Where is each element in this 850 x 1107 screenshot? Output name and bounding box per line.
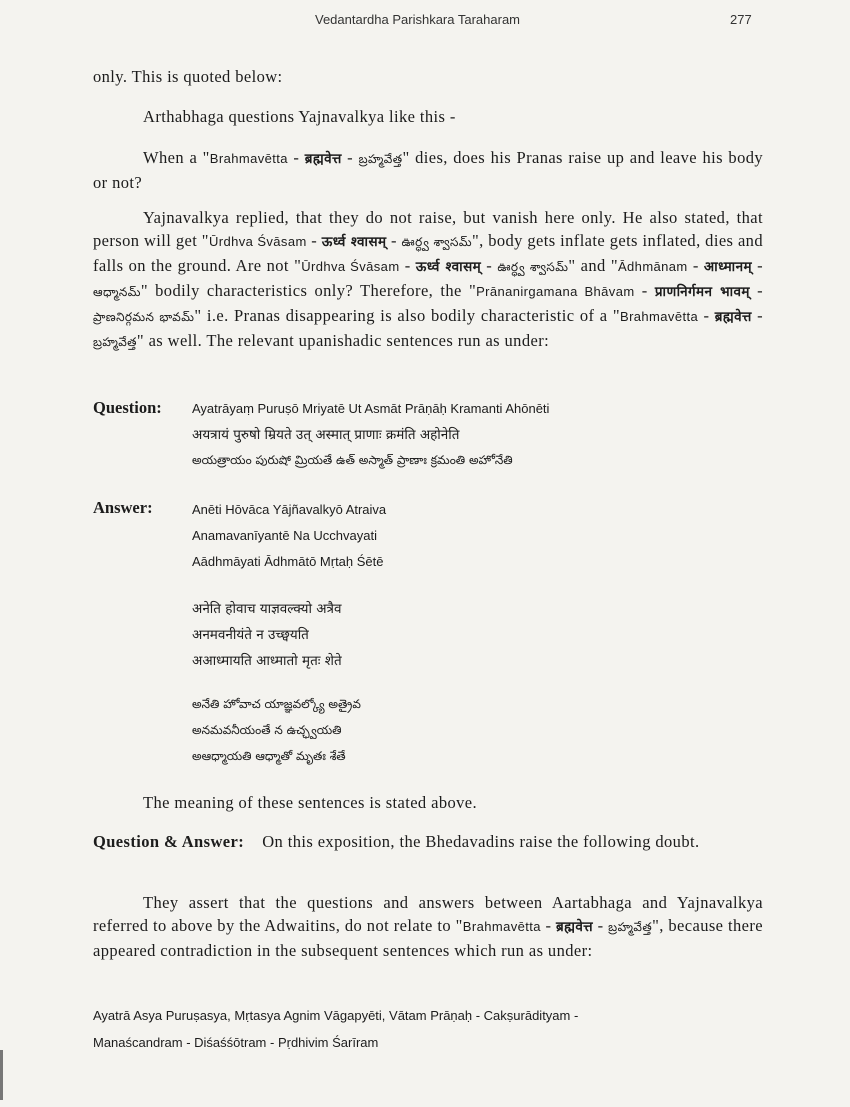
- answer-telugu-line: అఆధ్మాయతి ఆధ్మాతో మృతః శేతే: [192, 749, 346, 763]
- question-romanized: Ayatrāyaṃ Puruṣō Mriyatē Ut Asmāt Prāṇāḥ Kramanti Ahōnēti: [192, 401, 550, 416]
- scan-edge-mark: [0, 1050, 3, 1100]
- answer-romanized-line: Anamavanīyantē Na Ucchvayati: [192, 528, 377, 543]
- question-telugu: అయత్రాయం పురుషో మ్రియతే ఉత్ అస్మాత్ ప్రాణాః క్రమంతి అహోనేతి: [192, 453, 513, 467]
- answer-label: Answer:: [93, 498, 153, 517]
- paragraph-meaning: The meaning of these sentences is stated above.: [143, 793, 478, 812]
- paragraph-intro: only. This is quoted below:: [93, 67, 283, 86]
- paragraph-bhedavadins: They assert that the questions and answers between Aartabhaga and Yajnavalkya referred to above by the Adwaitins, do not relate to "Brahmavētta - ब्रह्मवेत्त - బ్రహ్మవేత్త", because there appeared contradiction in the subsequent sentences which run as under:: [93, 893, 763, 960]
- page-number: 277: [730, 12, 752, 27]
- header-title: Vedantardha Parishkara Taraharam: [315, 12, 520, 27]
- paragraph-arthabhaga: Arthabhaga questions Yajnavalkya like this -: [143, 107, 456, 126]
- paragraph-question-answer: Question & Answer: On this exposition, the Bhedavadins raise the following doubt.: [93, 832, 700, 851]
- question-label: Question:: [93, 398, 162, 417]
- answer-devanagari-line: अआध्मायति आध्मातो मृतः शेते: [192, 653, 342, 669]
- answer-telugu-line: అనేతి హోవాచ యాజ్ఞవల్క్యో అత్రైవ: [192, 697, 361, 711]
- paragraph-yajnavalkya-reply: Yajnavalkya replied, that they do not raise, but vanish here only. He also stated, that person will get "Ūrdhva Śvāsam - ऊर्ध्व श्वासम् - ఊర్ధ్వ శ్వాసమ్", body gets inflate gets inflated, dies and falls on the ground. Are not "Ūrdhva Śvāsam - ऊर्ध्व श्वासम् - ఊర్ధ్వ శ్వాసమ్" and "Ādhmānam - आध्मानम् - ఆధ్మానమ్" bodily characteristics only? Therefore, the "Prānanirgamana Bhāvam - प्राणनिर्गमन भावम् - ప్రాణనిర్గమన భావమ్" i.e. Pranas disappearing is also bodily characteristic of a "Brahmavētta - ब्रह्मवेत्त - బ్రహ్మవేత్త" as well. The relevant upanishadic sentences run as under:: [93, 208, 764, 350]
- final-verse-line: Manaścandram - Diśaśśōtram - Pṛdhivim Śarīram: [93, 1035, 379, 1050]
- answer-devanagari-line: अनेति होवाच याज्ञवल्क्यो अत्रैव: [192, 601, 342, 617]
- answer-romanized-line: Aādhmāyati Ādhmātō Mṛtaḥ Śētē: [192, 554, 384, 569]
- answer-telugu-line: అనమవనీయంతే న ఉచ్ఛ్వయతి: [192, 723, 342, 737]
- answer-romanized-line: Anēti Hōvāca Yājñavalkyō Atraiva: [192, 502, 387, 517]
- paragraph-question-text: When a "Brahmavētta - ब्रह्मवेत्त - బ్రహ్మవేత్త" dies, does his Pranas raise up and leave his body or not?: [93, 148, 764, 192]
- qa-label: Question & Answer:: [93, 832, 245, 851]
- question-devanagari: अयत्रायं पुरुषो म्रियते उत् अस्मात् प्राणाः क्रमंति अहोनेति: [192, 427, 460, 443]
- final-verse-line: Ayatrā Asya Puruṣasya, Mṛtasya Agnim Vāgapyēti, Vātam Prāṇaḥ - Cakṣurādityam -: [93, 1008, 579, 1023]
- answer-devanagari-line: अनमवनीयंते न उच्छ्वयति: [192, 627, 309, 643]
